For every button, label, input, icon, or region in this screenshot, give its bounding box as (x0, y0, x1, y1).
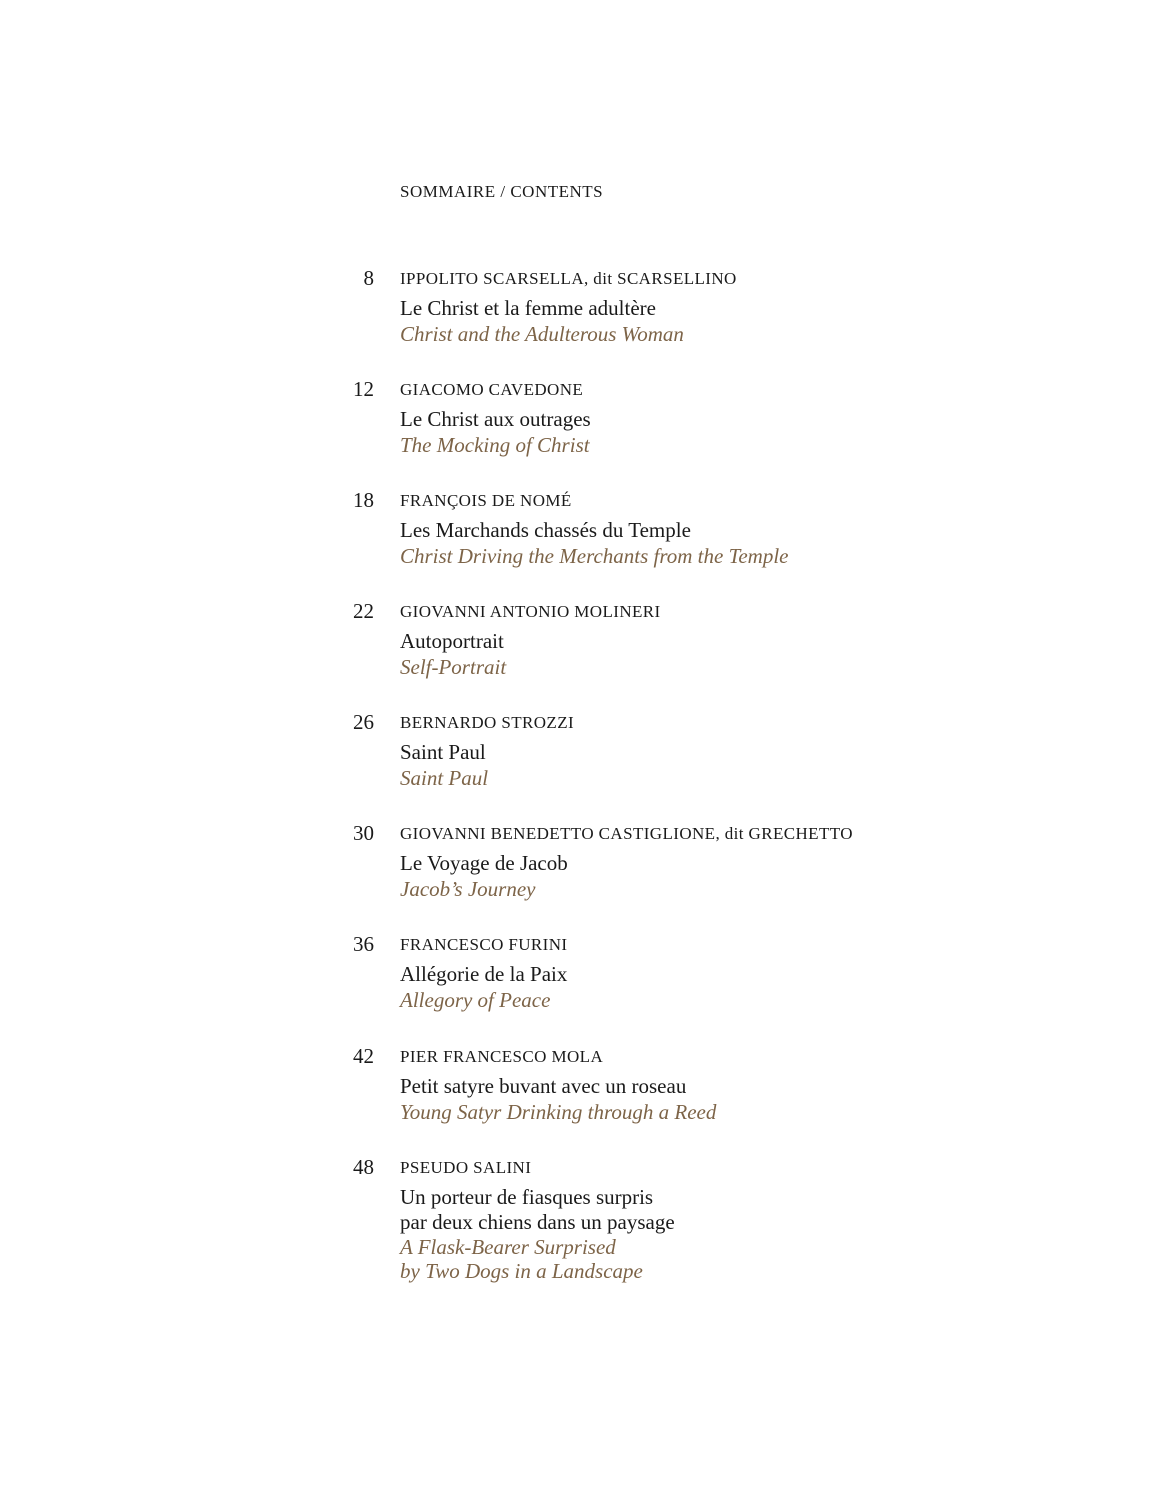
title-french: Allégorie de la Paix (400, 962, 568, 986)
title-english: Allegory of Peace (400, 988, 551, 1012)
title-english: Christ Driving the Merchants from the Temple (400, 544, 789, 568)
page-number: 26 (353, 710, 374, 734)
artist-name: GIACOMO CAVEDONE (400, 380, 584, 399)
title-english: Christ and the Adulterous Woman (400, 322, 684, 346)
title-french: Saint Paul (400, 740, 486, 764)
title-french: Le Voyage de Jacob (400, 851, 568, 875)
artist-name: GIOVANNI ANTONIO MOLINERI (400, 602, 661, 621)
title-english: The Mocking of Christ (400, 433, 590, 457)
title-french: Le Christ et la femme adultère (400, 296, 656, 320)
artist-name: FRANÇOIS DE NOMÉ (400, 491, 572, 510)
title-french: Les Marchands chassés du Temple (400, 518, 691, 542)
title-french: Un porteur de fiasques surpris par deux chiens dans un paysage (400, 1185, 675, 1234)
page-number: 48 (353, 1155, 374, 1179)
title-english: Saint Paul (400, 766, 489, 790)
page-number: 30 (353, 821, 374, 845)
title-french: Autoportrait (400, 629, 504, 653)
page-number: 42 (353, 1044, 374, 1068)
title-english: Self-Portrait (400, 655, 507, 679)
page-number: 22 (353, 599, 374, 623)
artist-name: GIOVANNI BENEDETTO CASTIGLIONE, dit GRECHETTO (400, 824, 853, 843)
title-english: A Flask-Bearer Surprised by Two Dogs in a Landscape (400, 1235, 643, 1283)
artist-name: BERNARDO STROZZI (400, 713, 575, 732)
title-english: Young Satyr Drinking through a Reed (400, 1100, 717, 1124)
page-number: 36 (353, 932, 374, 956)
title-french: Petit satyre buvant avec un roseau (400, 1074, 687, 1098)
title-french: Le Christ aux outrages (400, 407, 591, 431)
title-english: Jacob’s Journey (400, 877, 536, 901)
artist-name: FRANCESCO FURINI (400, 935, 568, 954)
page-number: 12 (353, 377, 374, 401)
page-heading: SOMMAIRE / CONTENTS (400, 182, 604, 201)
page-number: 18 (353, 488, 374, 512)
artist-name: IPPOLITO SCARSELLA, dit SCARSELLINO (400, 269, 737, 288)
page-number: 8 (363, 266, 374, 290)
artist-name: PIER FRANCESCO MOLA (400, 1047, 604, 1066)
artist-name: PSEUDO SALINI (400, 1158, 532, 1177)
